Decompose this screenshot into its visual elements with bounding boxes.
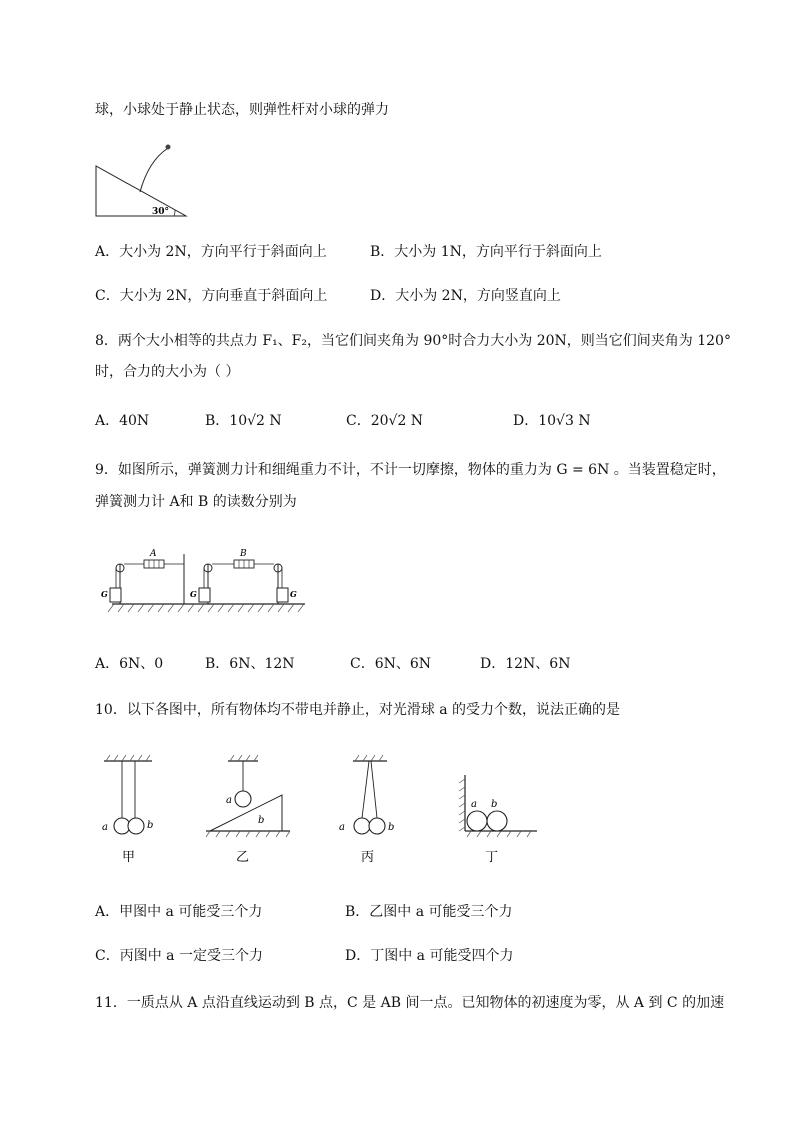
q9-option-b: B．6N、12N: [205, 656, 295, 672]
q7-option-a: A．大小为 2N，方向平行于斜面向上: [95, 244, 327, 260]
q10-figure-jia: [100, 755, 160, 865]
q10-figure-yi: [200, 755, 300, 865]
q7-option-b: B．大小为 1N，方向平行于斜面向上: [370, 244, 602, 260]
q10-bing-ball-b: b: [388, 822, 395, 833]
q10-bing-caption: 丙: [361, 850, 375, 865]
q8-option-c: C．20√2 N: [346, 413, 424, 429]
q9-stem-line2: 弹簧测力计 A和 B 的读数分别为: [95, 494, 297, 510]
q10-option-b: B．乙图中 a 可能受三个力: [345, 904, 513, 920]
q10-yi-ball-a: a: [226, 795, 232, 806]
q10-jia-ball-a: a: [102, 822, 108, 833]
q9-spring-scale-figure: [100, 542, 310, 617]
q9-scale-a-label: A: [150, 549, 157, 559]
q10-figure-bing: [335, 755, 405, 865]
q10-jia-ball-b: b: [147, 820, 154, 831]
q9-weight-right-label-1: G: [190, 589, 197, 599]
q9-option-d: D．12N、6N: [480, 656, 571, 672]
q8-option-a: A．40N: [95, 413, 150, 429]
q10-ding-ball-a: a: [471, 799, 477, 810]
q7-stem: 球，小球处于静止状态，则弹性杆对小球的弹力: [95, 102, 389, 118]
q10-option-a: A．甲图中 a 可能受三个力: [95, 904, 263, 920]
q7-option-c: C．大小为 2N，方向垂直于斜面向上: [95, 288, 328, 304]
q8-stem-line2: 时，合力的大小为（ ）: [95, 364, 240, 380]
q10-ding-ball-b: b: [491, 799, 498, 810]
q9-weight-right-label-2: G: [290, 589, 297, 599]
q9-stem-line1: 9．如图所示，弹簧测力计和细绳重力不计，不计一切摩擦，物体的重力为 G = 6N 。当装置稳定时，: [95, 462, 726, 478]
q10-option-c: C．丙图中 a 一定受三个力: [95, 948, 263, 964]
q10-bing-ball-a: a: [339, 822, 345, 833]
q10-yi-block-b: b: [258, 815, 265, 826]
q7-option-d: D．大小为 2N，方向竖直向上: [370, 288, 561, 304]
q7-angle-label: 30°: [152, 207, 170, 217]
q9-weight-left-label: G: [101, 589, 108, 599]
q9-scale-b-label: B: [240, 549, 247, 559]
q8-stem-line1: 8．两个大小相等的共点力 F₁、F₂，当它们间夹角为 90°时合力大小为 20N，则当它们间夹角为 120°: [95, 333, 731, 349]
q10-figure-ding: [455, 755, 545, 865]
q9-option-a: A．6N、0: [95, 656, 164, 672]
q10-jia-caption: 甲: [122, 850, 136, 865]
q10-ding-caption: 丁: [485, 850, 499, 865]
q8-option-d: D．10√3 N: [513, 413, 591, 429]
q10-option-d: D．丁图中 a 可能受四个力: [345, 948, 514, 964]
q8-option-b: B．10√2 N: [205, 413, 282, 429]
q11-stem-line1: 11．一质点从 A 点沿直线运动到 B 点，C 是 AB 间一点。已知物体的初速度为零，从 A 到 C 的加速: [95, 995, 725, 1011]
q9-option-c: C．6N、6N: [350, 656, 432, 672]
q7-incline-figure: [90, 140, 200, 220]
q10-yi-caption: 乙: [236, 850, 250, 865]
q10-stem: 10．以下各图中，所有物体均不带电并静止，对光滑球 a 的受力个数，说法正确的是: [95, 702, 621, 718]
